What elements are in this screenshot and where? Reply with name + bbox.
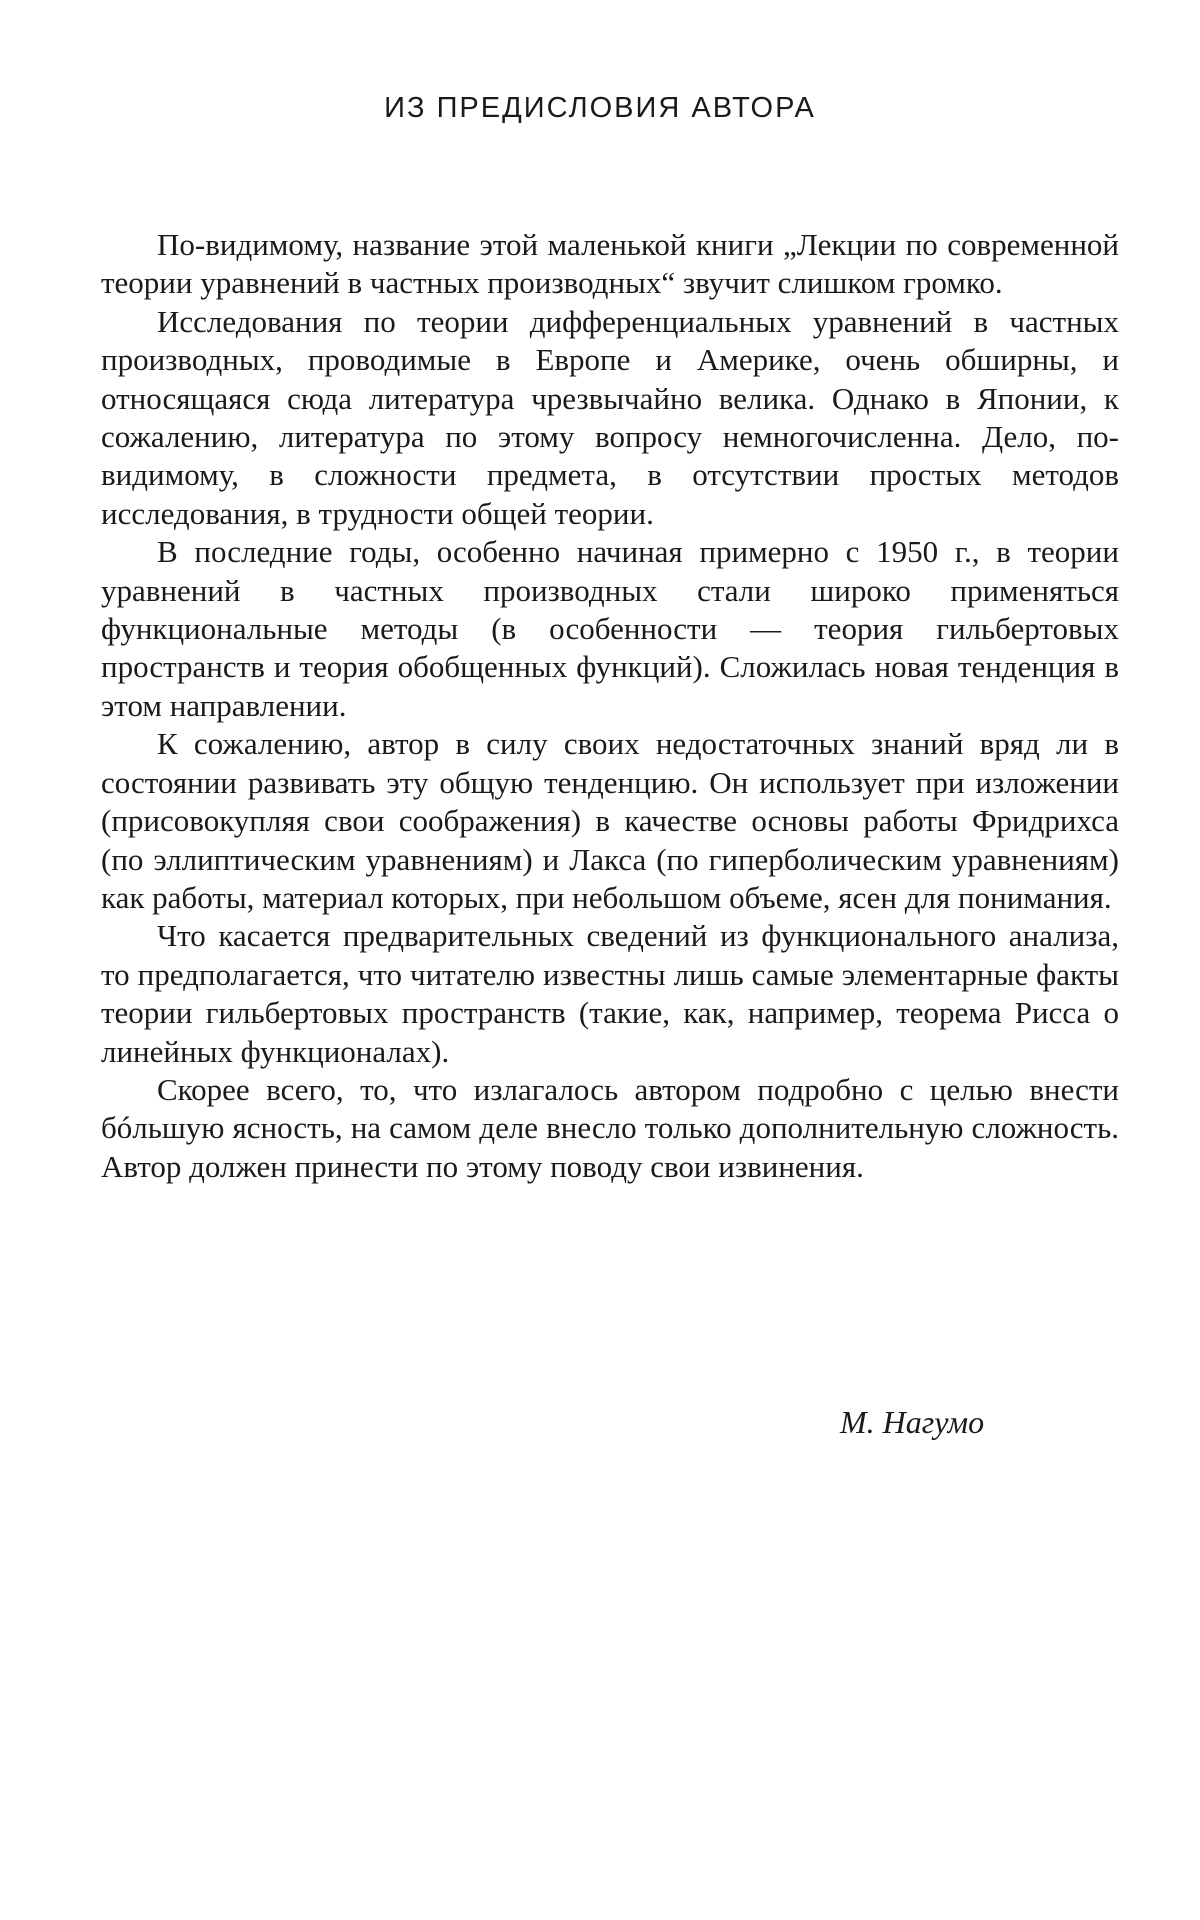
author-signature: М. Нагумо [840,1404,985,1440]
paragraph-3: В последние годы, особенно начиная примерно с 1950 г., в теории уравнений в частных производных стали широко применяться функциональные методы (в особенности — теория гильбертовых пространств и теория обобщенных функций). Сложилась новая тенденция в этом направлении. [101,534,1119,723]
page-title: ИЗ ПРЕДИСЛОВИЯ АВТОРА [384,92,816,124]
paragraph-1: По-видимому, название этой маленькой книги „Лекции по современной теории уравнений в частных производных“ звучит слишком громко. [101,227,1119,301]
preface-body [101,226,1119,1186]
paragraph-4: К сожалению, автор в силу своих недостаточных знаний вряд ли в состоянии развивать эту общую тенденцию. Он использует при изложении (присовокупляя свои соображения) в качестве основы работы Фридрихса (по эллиптическим уравнениям) и Лакса (по гиперболическим уравнениям) как работы, материал которых, при небольшом объеме, ясен для понимания. [101,726,1119,915]
paragraph-6: Скорее всего, то, что излагалось автором подробно с целью внести бóльшую ясность, на самом деле внесло только дополнительную сложность. Автор должен принести по этому поводу свои извинения. [101,1071,1119,1184]
paragraph-5: Что касается предварительных сведений из функционального анализа, то предполагается, что читателю известны лишь самые элементарные факты теории гильбертовых пространств (такие, как, например, теорема Рисса о линейных функционалах). [101,918,1119,1069]
paragraph-2: Исследования по теории дифференциальных уравнений в частных производных, проводимые в Европе и Америке, очень обширны, и относящаяся сюда литература чрезвычайно велика. Однако в Японии, к сожалению, литература по этому вопросу немногочисленна. Дело, по-видимому, в сложности предмета, в отсутствии простых методов исследования, в трудности общей теории. [101,303,1119,531]
